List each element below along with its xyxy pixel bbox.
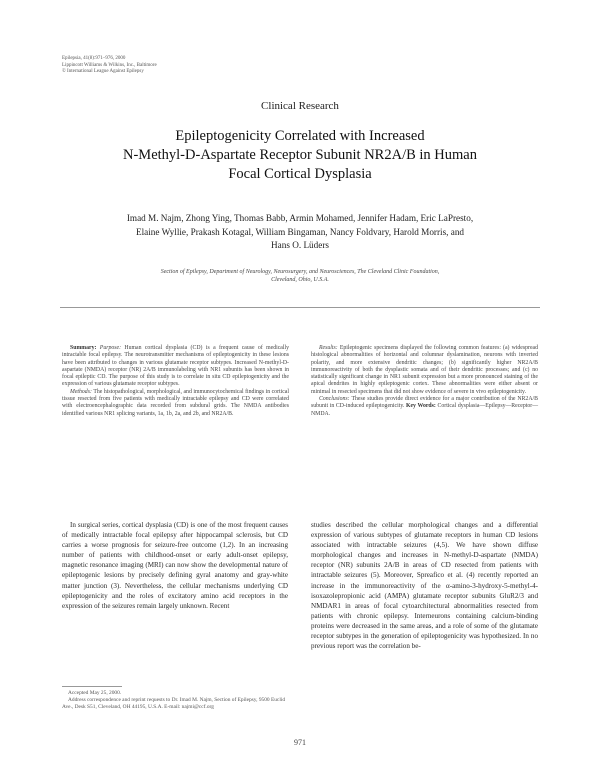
title-line-2 [40,146,560,165]
abstract-purpose [62,345,289,389]
footnote-address: Address correspondence and reprint requests to Dr. Imad M. Najm, Section of Epilepsy, 9500 Euclid Ave., Desk S51, Cleveland, OH 44195, U.S.A. E-mail: najmi@ccf.org [62,697,286,710]
affiliation-line-2: Cleveland, Ohio, U.S.A. [271,277,329,283]
author-list [60,212,540,253]
copyright-line: © International League Against Epilepsy [62,69,144,74]
title-line-3: Focal Cortical Dysplasia [228,166,372,182]
journal-header [62,56,222,76]
keywords-text: Cortical dysplasia—Epilepsy—Receptor—NMDA. [311,403,538,417]
authors-line-2: Elaine Wyllie, Prakash Kotagal, William Bingaman, Nancy Foldvary, Harold Morris, and [135,226,465,237]
abstract-left-column [62,345,289,418]
body-left-paragraph: In surgical series, cortical dysplasia (CD) is one of the most frequent causes of medically intractable focal epilepsy after hippocampal sclerosis, but CD carries a worse prognosis for seizure-free outcome (1,2). In an increasing number of patients with childhood-onset or early adult-onset epilepsy, magnetic resonance imaging (MRI) can now show the developmental nature of epileptogenic lesions by precisely defining gyral anatomy and gray-white matter junction (3). Nevertheless, the cellular mechanisms underlying CD epileptogenicity and the roles of excitatory amino acid receptors in the expression of the seizures remain largely unknown. Recent [62,521,288,610]
body-right-column [311,520,538,651]
keywords-label: Key Words: [405,403,436,410]
body-right-paragraph: studies described the cellular morphological changes and a differential expression of various subtypes of glutamate receptors in human CD lesions associated with intractable seizures (4,5). We have shown diffuse morphological changes and increases in N-methyl-D-aspartate (NMDA) receptor (NR) subunits 2A/B in areas of CD resected from patients with intractable seizures (5). Moreover, Spreafico et al. (4) recently reported an increase in the immunoreactivity of the α-amino-3-hydroxy-5-methyl-4-isoxazolepropionic acid (AMPA) glutamate receptor subunits GluR2/3 and NMDAR1 in areas of focal cytoarchitectural abnormalities resected from patients with chronic epilepsy. Interneurons containing calcium-binding proteins were decreased in the same areas, and a role of some of the glutamate receptor subtypes in the generation of epileptogenicity was hypothesized. In no previous report was the correlation be- [311,521,538,651]
results-label: Results: [319,345,338,351]
abstract-methods [62,389,289,418]
footnote-accepted: Accepted May 25, 2000. [68,690,122,696]
authors-line-1: Imad M. Najm, Zhong Ying, Thomas Babb, Armin Mohamed, Jennifer Hadam, Eric LaPresto, [126,213,474,223]
authors-line-3: Hans O. Lüders [271,240,329,250]
conclusions-text: These studies provide direct evidence for a major contribution of the NR2A/B subunit in CD-induced epileptogenicity. [311,396,538,410]
purpose-text: Human cortical dysplasia (CD) is a frequent cause of medically intractable focal epilepsy. The neurotransmitter mechanisms of epileptogenicity in these lesions have been attributed to changes in various glutamate receptor subtypes. Increased N-methyl-D-aspartate (NMDA) receptor (NR) 2A/B immunolabeling with NR1 subunits has been shown in focal epileptic CD. The purpose of this study is to correlate in situ CD epileptogenicity and the expression of various glutamate receptor subtypes. [62,345,289,388]
section-label: Clinical Research [261,100,339,112]
purpose-label: Purpose: [99,345,122,351]
methods-label: Methods: [70,388,92,395]
header-divider [60,307,540,308]
abstract-results [311,345,538,396]
title-line-2-text: N-Methyl-D-Aspartate Receptor Subunit NR2A/B in Human [123,147,477,163]
title-line-1: Epileptogenicity Correlated with Increased [175,128,425,144]
abstract-right-column [311,345,538,418]
journal-citation: Epilepsia, 41(8):971–976, 2000 [62,56,126,61]
affiliation [70,268,530,284]
article-title [40,127,560,184]
results-text: Epileptogenic specimens displayed the following common features: (a) widespread histological abnormalities of horizontal and columnar dyslamination, neurons with inverted polarity, and more extensive dendritic changes; (b) significantly higher NR2A/B immunoreactivity of both the dysplastic somata and of their dendritic processes; and (c) no statistically significant change in NR1 subunit expression but a more pronounced staining of the apical dendrites in highly epileptogenic cortex. These abnormalities were either absent or minimal in resected specimens that did not show evidence of severe in vivo epileptogenicity. [311,345,538,395]
conclusions-label: Conclusions: [319,396,350,403]
footnote [62,690,288,711]
affiliation-line-1: Section of Epilepsy, Department of Neurology, Neurosurgery, and Neurosciences, The Cleveland Clinic Foundation, [160,269,440,275]
footnote-divider [62,686,122,687]
page-number: 971 [294,738,306,747]
abstract-conclusions [311,396,538,418]
body-left-column [62,520,288,611]
publisher-line: Lippincott Williams & Wilkins, Inc., Baltimore [62,62,157,68]
summary-label: Summary: [70,345,97,351]
methods-text: The histopathological, morphological, and immunocytochemical findings in cortical tissue resected from five patients with medically intractable epilepsy and CD were correlated with electroencephalographic data recorded from subdural grids. The NMDA antibodies identified various NR1 splicing variants, 1a, 1b, 2a, and 2b, and NR2A/B. [62,388,289,417]
